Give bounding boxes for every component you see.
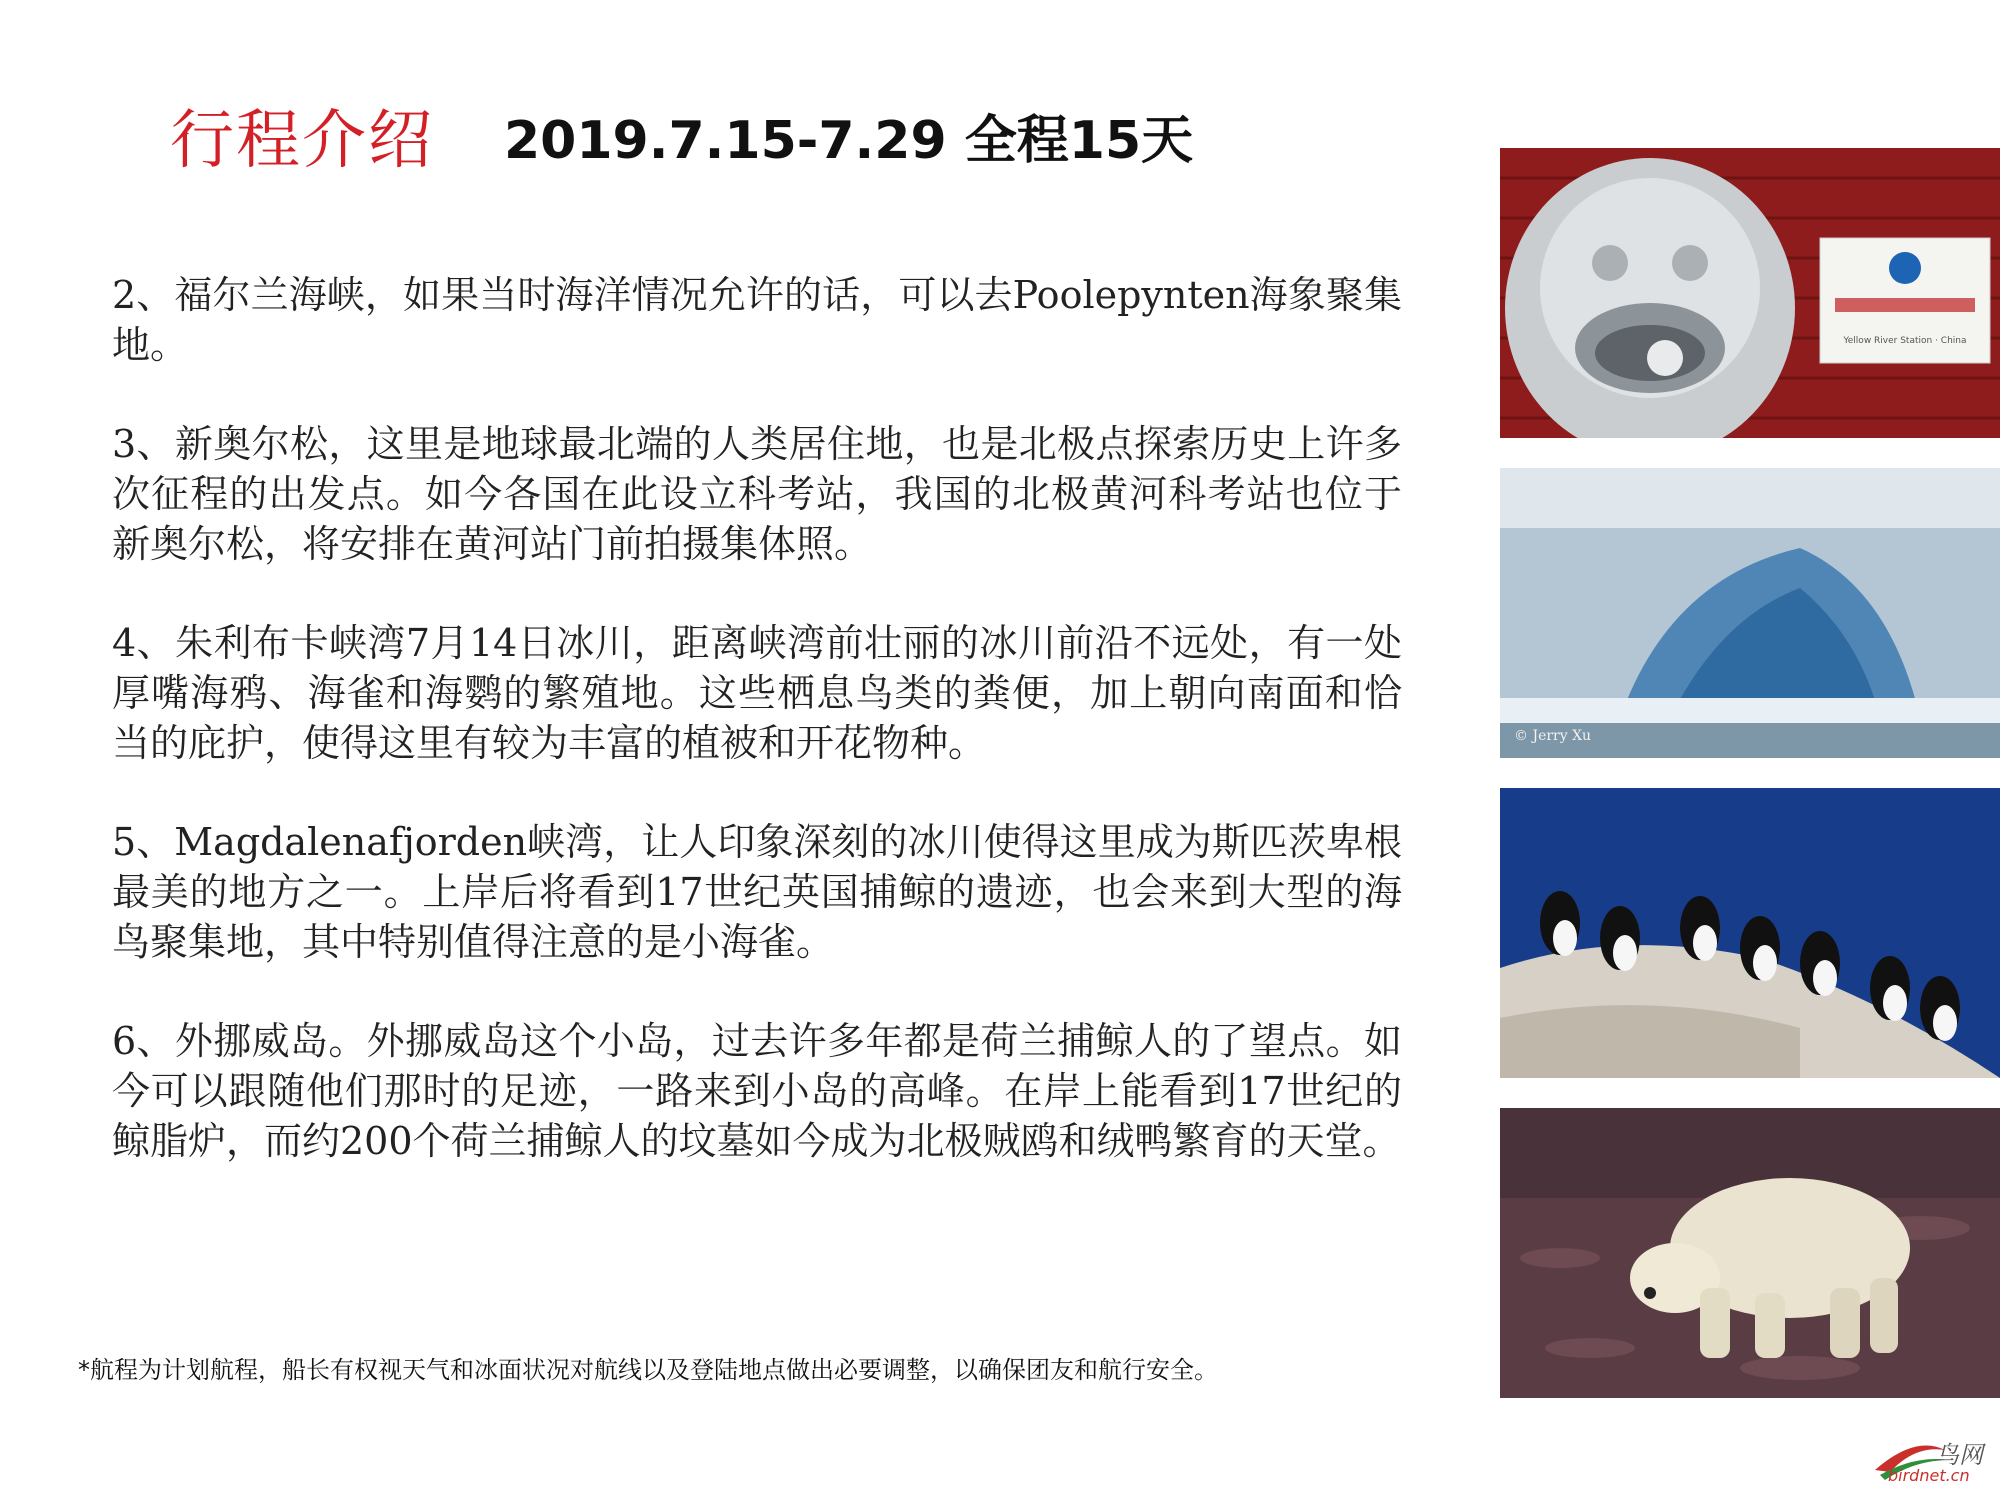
station-sign-text: Yellow River Station · China xyxy=(1843,336,1967,346)
photo-column xyxy=(1500,148,2000,1428)
itinerary-item-4: 4、朱利布卡峡湾7月14日冰川，距离峡湾前壮丽的冰川前沿不远处，有一处厚嘴海鸦、海雀和海鹦的繁殖地。这些栖息鸟类的粪便，加上朝向南面和恰当的庇护，使得这里有较为丰富的植被和开花物种。 xyxy=(112,621,1402,765)
trip-dates: 2019.7.15-7.29 全程15天 xyxy=(504,110,1194,171)
photo-credit: © Jerry Xu xyxy=(1514,728,1592,744)
itinerary-list xyxy=(112,270,1402,1215)
footnote: *航程为计划航程，船长有权视天气和冰面状况对航线以及登陆地点做出必要调整，以确保团友和航行安全。 xyxy=(78,1356,1218,1384)
watermark-cn: 鸟网 xyxy=(1935,1441,1983,1469)
page-header xyxy=(170,95,1194,178)
itinerary-item-6: 6、外挪威岛。外挪威岛这个小岛，过去许多年都是荷兰捕鲸人的了望点。如今可以跟随他们那时的足迹，一路来到小岛的高峰。在岸上能看到17世纪的鲸脂炉，而约200个荷兰捕鲸人的坟墓如今成为北极贼鸥和绒鸭繁育的天堂。 xyxy=(112,1019,1402,1163)
itinerary-item-5: 5、Magdalenafjorden峡湾，让人印象深刻的冰川使得这里成为斯匹茨卑根最美的地方之一。上岸后将看到17世纪英国捕鲸的遗迹，也会来到大型的海鸟聚集地，其中特别值得注意的是小海雀。 xyxy=(112,820,1402,964)
watermark-en: birdnet.cn xyxy=(1888,1466,1970,1485)
stone-lion-photo xyxy=(1500,148,2000,438)
itinerary-item-3: 3、新奥尔松，这里是地球最北端的人类居住地，也是北极点探索历史上许多次征程的出发点。如今各国在此设立科考站，我国的北极黄河科考站也位于新奥尔松，将安排在黄河站门前拍摄集体照。 xyxy=(112,422,1402,566)
seabirds-photo xyxy=(1500,788,2000,1078)
glacier-photo xyxy=(1500,468,2000,758)
page-title: 行程介绍 xyxy=(170,104,434,178)
polar-bear-photo xyxy=(1500,1108,2000,1398)
itinerary-item-2: 2、福尔兰海峡，如果当时海洋情况允许的话，可以去Poolepynten海象聚集地。 xyxy=(112,273,1402,367)
